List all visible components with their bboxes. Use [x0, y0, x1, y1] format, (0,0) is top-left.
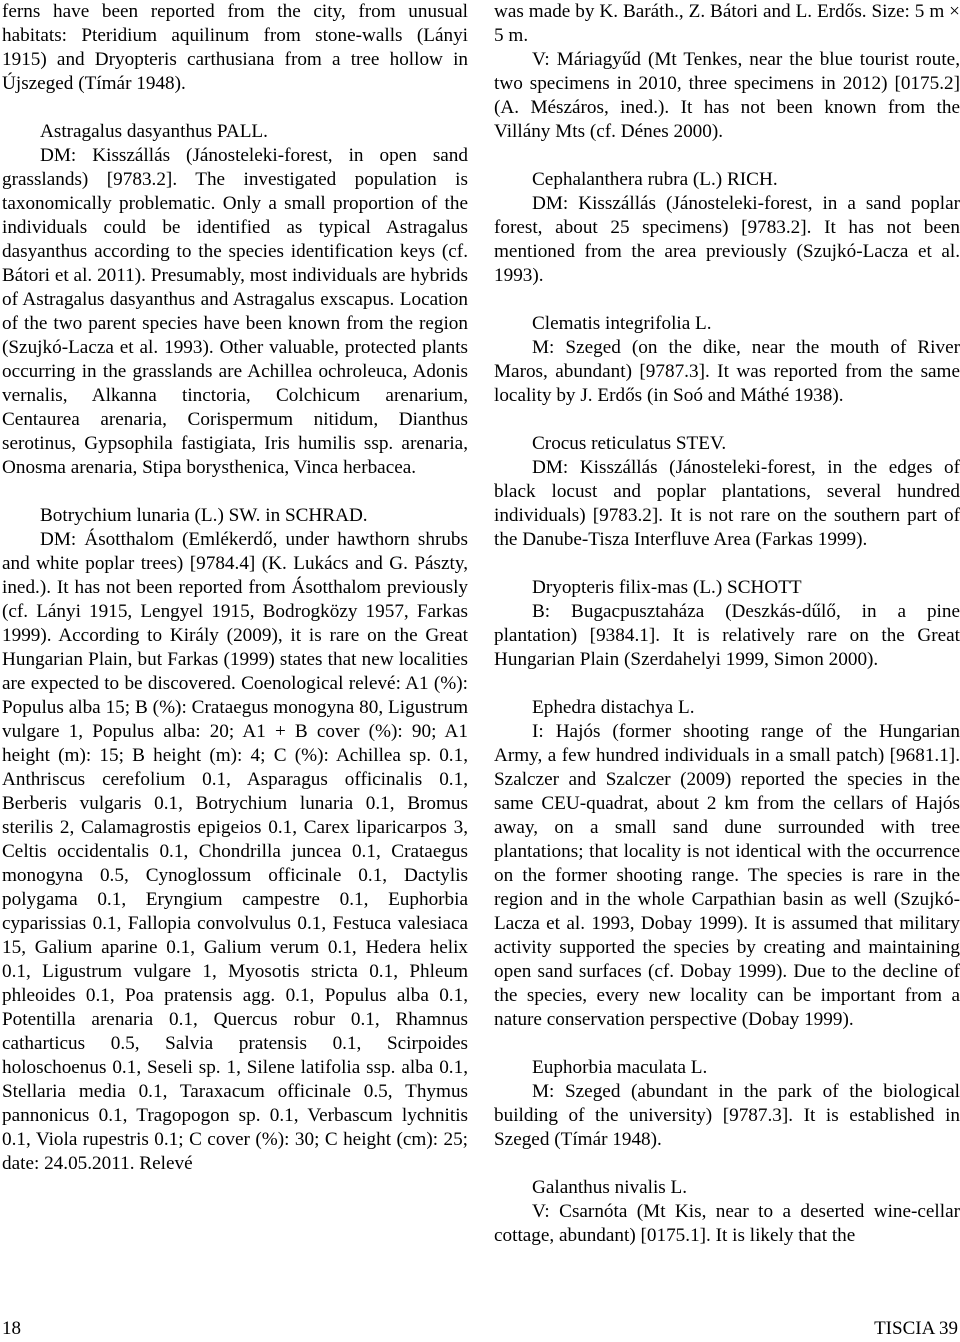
species-text-ephedra: I: Hajós (former shooting range of the Hungarian Army, a few hundred individuals in a small patch) [9681.1]. Szalczer and Szalczer (2009) reported the species in the same CEU-quadrat, about 2 km from the cellars of Hajós away, on a small sand dune surrounded with tree plantations; that locality is not identical with the occurrence on the former shooting range. The species is rare in the region and in the whole Carpathian basin as well (Szujkó-Lacza et al. 1993, Dobay 1999). It is assumed that military activity supported the species by creating and maintaining open sand surfaces (cf. Dobay 1999). Due to the decline of the species, every new locality can be important from a nature conservation perspective (Dobay 1999). — [494, 721, 960, 1030]
species-heading-dryopteris: Dryopteris filix-mas (L.) SCHOTT — [532, 577, 802, 598]
page-number: 18 — [2, 1318, 21, 1339]
journal-name: TISCIA 39 — [874, 1318, 958, 1339]
species-text-dryopteris: B: Bugacpusztaháza (Deszkás-dűlő, in a pine plantation) [9384.1]. It is relatively rare on the Great Hungarian Plain (Szerdahelyi 1999, Simon 2000). — [494, 601, 960, 670]
species-text-cephalanthera: DM: Kisszállás (Jánosteleki-forest, in a sand poplar forest, about 25 specimens) [9783.2]. It has not been mentioned from the area previously (Szujkó-Lacza et al. 1993). — [494, 193, 960, 286]
left-column — [2, 0, 468, 1176]
paragraph-continued: ferns have been reported from the city, from unusual habitats: Pteridium aquilinum from stone-walls (Lányi 1915) and Dryopteris carthusiana from a tree hollow in Újszeged (Tímár 1948). — [2, 1, 468, 94]
species-text-galanthus: V: Csarnóta (Mt Kis, near to a deserted wine-cellar cottage, abundant) [0175.1]. It is likely that the — [494, 1201, 960, 1246]
species-heading-astragalus: Astragalus dasyanthus PALL. — [40, 121, 268, 142]
species-heading-euphorbia: Euphorbia maculata L. — [532, 1057, 708, 1078]
species-text-euphorbia: M: Szeged (abundant in the park of the biological building of the university) [9787.3]. It is established in Szeged (Tímár 1948). — [494, 1081, 960, 1150]
species-heading-clematis: Clematis integrifolia L. — [532, 313, 712, 334]
species-text-botrychium: DM: Ásotthalom (Emlékerdő, under hawthorn shrubs and white poplar trees) [9784.4] (K. Lukács and G. Pászty, ined.). It has not been reported from Ásotthalom previously (cf. Lányi 1915, Lengyel 1915, Bodrogközy 1957, Farkas 1999). According to Király (2009), it is rare on the Great Hungarian Plain, but Farkas (1999) states that new localities are expected to be discovered. Coenological relevé: A1 (%): Populus alba 15; B (%): Crataegus monogyna 80, Ligustrum vulgare 1, Populus alba: 20; A1 + B cover (%): 90; A1 height (m): 15; B height (m): 4; C (%): Achillea sp. 0.1, Anthriscus cerefolium 0.1, Asparagus officinalis 0.1, Berberis vulgaris 0.1, Botrychium lunaria 0.1, Bromus sterilis 2, Calamagrostis epigeios 0.1, Carex liparicarpos 3, Celtis occidentalis 0.1, Chondrilla juncea 0.1, Crataegus monogyna 0.5, Cynoglossum officinale 0.1, Dactylis polygama 0.1, Eryngium campestre 0.1, Euphorbia cyparissias 0.1, Fallopia convolvulus 0.1, Festuca valesiaca 15, Galium aparine 0.1, Galium verum 0.1, Hedera helix 0.1, Ligustrum vulgare 1, Myosotis stricta 0.1, Phleum phleoides 0.1, Poa pratensis agg. 0.1, Populus alba 0.1, Potentilla arenaria 0.1, Quercus robur 0.1, Rhamnus catharticus 0.5, Salvia pratensis 0.1, Scirpoides holoschoenus 0.1, Seseli sp. 1, Silene latifolia ssp. alba 0.1, Stellaria media 0.1, Taraxacum officinale 0.5, Thymus pannonicus 0.1, Tragopogon sp. 0.1, Verbascum lychnitis 0.1, Viola rupestris 0.1; C cover (%): 30; C height (cm): 25; date: 24.05.2011. Relevé — [2, 529, 468, 1174]
species-heading-galanthus: Galanthus nivalis L. — [532, 1177, 688, 1198]
species-heading-crocus: Crocus reticulatus STEV. — [532, 433, 727, 454]
species-heading-ephedra: Ephedra distachya L. — [532, 697, 695, 718]
species-text-clematis: M: Szeged (on the dike, near the mouth of River Maros, abundant) [9787.3]. It was reported from the same locality by J. Erdős (in Soó and Máthé 1938). — [494, 337, 960, 406]
species-heading-botrychium: Botrychium lunaria (L.) SW. in SCHRAD. — [40, 505, 368, 526]
paragraph-continued-right: was made by K. Baráth., Z. Bátori and L. Erdős. Size: 5 m × 5 m. — [494, 1, 960, 46]
species-text-astragalus: DM: Kisszállás (Jánosteleki-forest, in open sand grasslands) [9783.2]. The investigated population is taxonomically problematic. Only a small proportion of the individuals could be identified as typical Astragalus dasyanthus according to the species identification keys (cf. Bátori et al. 2011). Presumably, most individuals are hybrids of Astragalus dasyanthus and Astragalus exscapus. Location of the two parent species have been known from the region (Szujkó-Lacza et al. 1993). Other valuable, protected plants occurring in the grasslands are Achillea ochroleuca, Adonis vernalis, Alkanna tinctoria, Colchicum arenarium, Centaurea arenaria, Corispermum nitidum, Dianthus serotinus, Gypsophila fastigiata, Iris humilis ssp. arenaria, Onosma arenaria, Stipa borysthenica, Vinca herbacea. — [2, 145, 468, 478]
right-column — [494, 0, 960, 1248]
paragraph-mariagyud: V: Máriagyűd (Mt Tenkes, near the blue tourist route, two specimens in 2010, three specimens in 2012) [0175.2] (A. Mészáros, ined.). It has not been known from the Villány Mts (cf. Dénes 2000). — [494, 49, 960, 142]
species-heading-cephalanthera: Cephalanthera rubra (L.) RICH. — [532, 169, 778, 190]
species-text-crocus: DM: Kisszállás (Jánosteleki-forest, in the edges of black locust and poplar plantations, several hundred individuals) [9783.2]. It is not rare on the southern part of the Danube-Tisza Interfluve Area (Farkas 1999). — [494, 457, 960, 550]
